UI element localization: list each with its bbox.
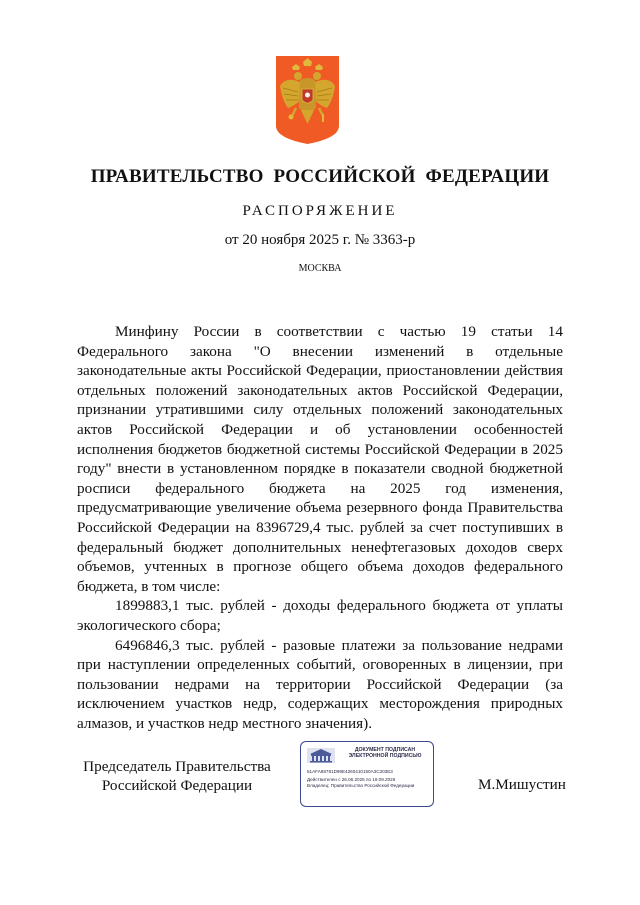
- stamp-owner: Владелец: Правительство Российской Федерации: [307, 783, 415, 788]
- stamp-title-line2: ЭЛЕКТРОННОЙ ПОДПИСЬЮ: [348, 753, 422, 760]
- electronic-signature-stamp: [300, 741, 434, 807]
- document-date-number: от 20 ноября 2025 г. № 3363-р: [224, 232, 416, 248]
- government-building-icon: [306, 746, 336, 764]
- paragraph-main: Минфину России в соответствии с частью 19 статьи 14 Федерального закона "О внесении изменений в отдельные законодательные акты Российской Федерации, приостановлении действия отдельных положений законодательных актов Российской Федерации, признании утратившими силу отдельных положений законодательных актов Российской Федерации и об установлении особенностей исполнения бюджетов бюджетной системы Российской Федерации в 2025 году" внести в установленном порядке в показатели сводной бюджетной росписи федерального бюджета на 2025 год изменения, предусматривающие увеличение объема резервного фонда Правительства Российской Федерации на 8396729,4 тыс. рублей за счет поступивших в федеральный бюджет дополнительных ненефтегазовых доходов сверх объемов, учтенных в прогнозе общего объема доходов федерального бюджета, в том числе:: [77, 323, 563, 595]
- signatory-position: [77, 757, 277, 795]
- signatory-position-line2: Российской Федерации: [101, 777, 253, 794]
- stamp-validity: Действителен с 26.06.2025 по 19.09.2026: [307, 777, 396, 782]
- signatory-name: М.Мишустин: [478, 776, 566, 793]
- stamp-title: [339, 747, 431, 759]
- paragraph-ecological-fee: 1899883,1 тыс. рублей - доходы федерального бюджета от уплаты экологического сбора;: [77, 597, 563, 634]
- city: МОСКВА: [298, 263, 342, 274]
- document-type: РАСПОРЯЖЕНИЕ: [242, 203, 398, 219]
- paragraph-subsoil-payments: 6496846,3 тыс. рублей - разовые платежи за пользование недрами при наступлении определенных событий, оговоренных в лицензии, при пользовании недрами на территории Российской Федерации (за исключением участков недр, содержащих месторождения природных алмазов, и участков недр местного значения).: [77, 636, 563, 732]
- stamp-certificate: 51AFA88781D99E4260410150A3C303E3: [307, 769, 393, 774]
- document-body: [77, 322, 563, 733]
- state-emblem-icon: [276, 56, 339, 144]
- organization-title: ПРАВИТЕЛЬСТВО РОССИЙСКОЙ ФЕДЕРАЦИИ: [90, 166, 550, 187]
- signatory-position-line1: Председатель Правительства: [83, 758, 271, 775]
- stamp-title-line1: ДОКУМЕНТ ПОДПИСАН: [354, 747, 416, 753]
